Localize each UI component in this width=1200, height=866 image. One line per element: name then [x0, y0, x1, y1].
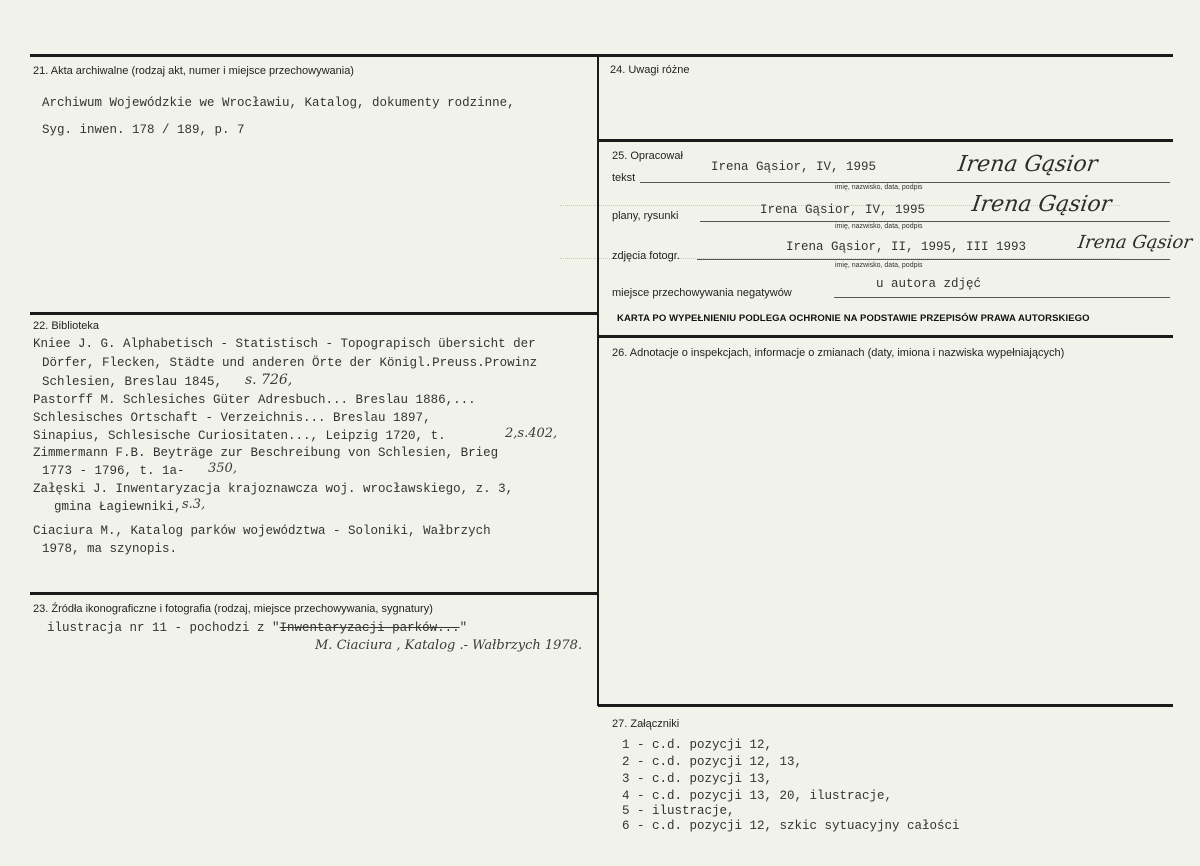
rule-24-25	[598, 139, 1173, 142]
attachment-item: 1 - c.d. pozycji 12,	[622, 738, 773, 752]
zdjecia-caption: imię, nazwisko, data, podpis	[835, 262, 923, 269]
section-21-line: Syg. inwen. 178 / 189, p. 7	[42, 123, 245, 137]
attachment-item: 6 - c.d. pozycji 12, szkic sytuacyjny całości	[622, 819, 960, 833]
section-22-label: 22. Biblioteka	[33, 320, 100, 332]
bibliography-line: Pastorff M. Schlesiches Güter Adresbuch... Breslau 1886,...	[33, 393, 476, 407]
attachments-list	[622, 737, 960, 835]
handwritten-page-note: s. 726,	[245, 372, 293, 388]
rule-26-27	[598, 704, 1173, 707]
plany-value: Irena Gąsior, IV, 1995	[760, 203, 926, 217]
source-text: ilustracja nr 11 - pochodzi z "	[47, 621, 280, 635]
section-25-label: 25. Opracował	[612, 150, 683, 162]
bibliography-line: 1773 - 1796, t. 1a-	[42, 464, 185, 478]
tekst-value: Irena Gąsior, IV, 1995	[711, 160, 877, 174]
bibliography-line: 1978, ma szynopis.	[42, 542, 178, 556]
bibliography-line: Zimmermann F.B. Beyträge zur Beschreibung von Schlesien, Brieg	[33, 446, 499, 460]
signature-zdjecia: Irena Gąsior	[1076, 232, 1194, 253]
section-27-label: 27. Załączniki	[612, 718, 680, 730]
zdjecia-label: zdjęcia fotogr.	[612, 250, 680, 262]
tekst-caption: imię, nazwisko, data, podpis	[835, 184, 923, 191]
plany-label: plany, rysunki	[612, 210, 679, 222]
bibliography-line: Ciaciura M., Katalog parków województwa - Soloniki, Wałbrzych	[33, 524, 491, 538]
bibliography-line: Załęski J. Inwentaryzacja krajoznawcza woj. wrocławskiego, z. 3,	[33, 482, 514, 496]
source-text-end: "	[459, 621, 468, 635]
handwritten-page-note: 2,s.402,	[505, 426, 558, 441]
handwritten-source-note: M. Ciaciura , Katalog .- Wałbrzych 1978.	[315, 638, 583, 653]
section-21-label: 21. Akta archiwalne (rodzaj akt, numer i miejsce przechowywania)	[33, 65, 354, 77]
bibliography-line: gmina Łagiewniki,	[54, 500, 182, 514]
plany-caption: imię, nazwisko, data, podpis	[835, 223, 923, 230]
handwritten-page-note: s.3,	[182, 497, 206, 512]
top-rule	[30, 54, 1173, 57]
section-23-line	[47, 621, 467, 635]
signature-tekst: Irena Gąsior	[956, 152, 1100, 177]
tekst-label: tekst	[612, 172, 636, 184]
bibliography-line: Kniee J. G. Alphabetisch - Statistisch - Topograpisch übersicht der	[33, 337, 536, 351]
attachment-item: 4 - c.d. pozycji 13, 20, ilustracje,	[622, 789, 893, 803]
section-21-line: Archiwum Wojewódzkie we Wrocławiu, Katalog, dokumenty rodzinne,	[42, 96, 515, 110]
rule-25-26	[598, 335, 1173, 338]
section-23-label: 23. Źródła ikonograficzne i fotografia (rodzaj, miejsce przechowywania, sygnatury)	[33, 603, 433, 615]
plany-underline	[700, 221, 1170, 222]
negatywy-underline	[834, 297, 1170, 298]
struck-source: Inwentaryzacji parków...	[279, 621, 460, 635]
bibliography-line: Sinapius, Schlesische Curiositaten..., Leipzig 1720, t.	[33, 429, 446, 443]
attachment-item: 3 - c.d. pozycji 13,	[622, 772, 773, 786]
negatywy-label: miejsce przechowywania negatywów	[612, 287, 792, 299]
zdjecia-underline	[697, 259, 1170, 260]
tekst-underline	[640, 182, 1170, 183]
attachment-item: 2 - c.d. pozycji 12, 13,	[622, 755, 803, 769]
rule-21-22	[30, 312, 598, 315]
section-24-label: 24. Uwagi różne	[610, 64, 690, 76]
bibliography-line: Dörfer, Flecken, Städte und anderen Örte der Königl.Preuss.Prowinz	[42, 356, 538, 370]
negatywy-value: u autora zdjęć	[876, 277, 982, 291]
handwritten-page-note: 350,	[208, 461, 237, 476]
copyright-notice: KARTA PO WYPEŁNIENIU PODLEGA OCHRONIE NA PODSTAWIE PRZEPISÓW PRAWA AUTORSKIEGO	[617, 313, 1090, 324]
section-26-label: 26. Adnotacje o inspekcjach, informacje o zmianach (daty, imiona i nazwiska wypełniających)	[612, 347, 1065, 359]
attachment-item: 5 - ilustracje,	[622, 804, 735, 818]
bibliography-line: Schlesien, Breslau 1845,	[42, 375, 223, 389]
column-divider	[597, 54, 599, 706]
rule-22-23	[30, 592, 598, 595]
signature-plany: Irena Gąsior	[970, 192, 1114, 217]
zdjecia-value: Irena Gąsior, II, 1995, III 1993	[786, 240, 1027, 254]
bibliography-line: Schlesisches Ortschaft - Verzeichnis... Breslau 1897,	[33, 411, 431, 425]
